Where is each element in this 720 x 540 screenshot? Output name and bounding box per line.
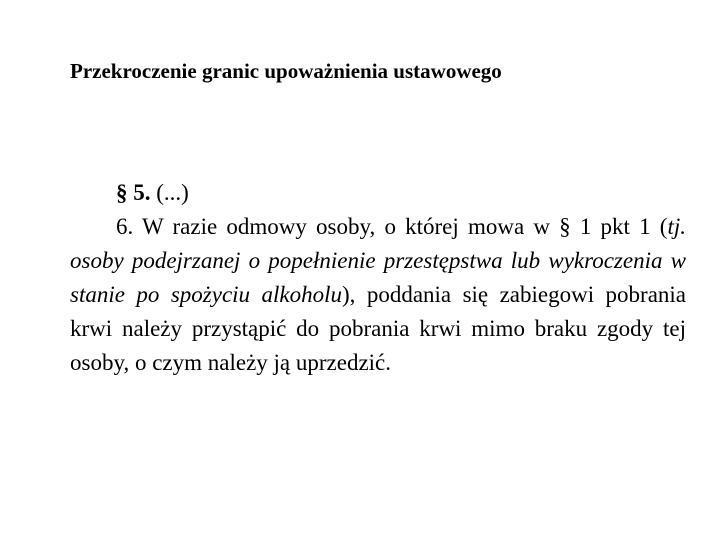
paragraph-text	[70, 210, 686, 380]
paragraph-lead: 6. W razie odmowy osoby, o której mowa w § 1 pkt 1 (	[116, 214, 668, 239]
paragraph-italic: tj. osoby podejrzanej o popełnienie przestępstwa lub wykroczenia w stanie po spożyciu alkoholu	[70, 214, 686, 307]
slide-title: Przekroczenie granic upoważnienia ustawowego	[70, 59, 502, 83]
section-heading	[70, 176, 686, 210]
section-ellipsis: (...)	[156, 180, 189, 205]
section-marker: § 5.	[116, 180, 151, 205]
paragraph-tail: ), poddania się zabiegowi pobrania krwi należy przystąpić do pobrania krwi mimo braku zgody tej osoby, o czym należy ją uprzedzić.	[70, 282, 687, 375]
slide-body	[70, 176, 686, 380]
